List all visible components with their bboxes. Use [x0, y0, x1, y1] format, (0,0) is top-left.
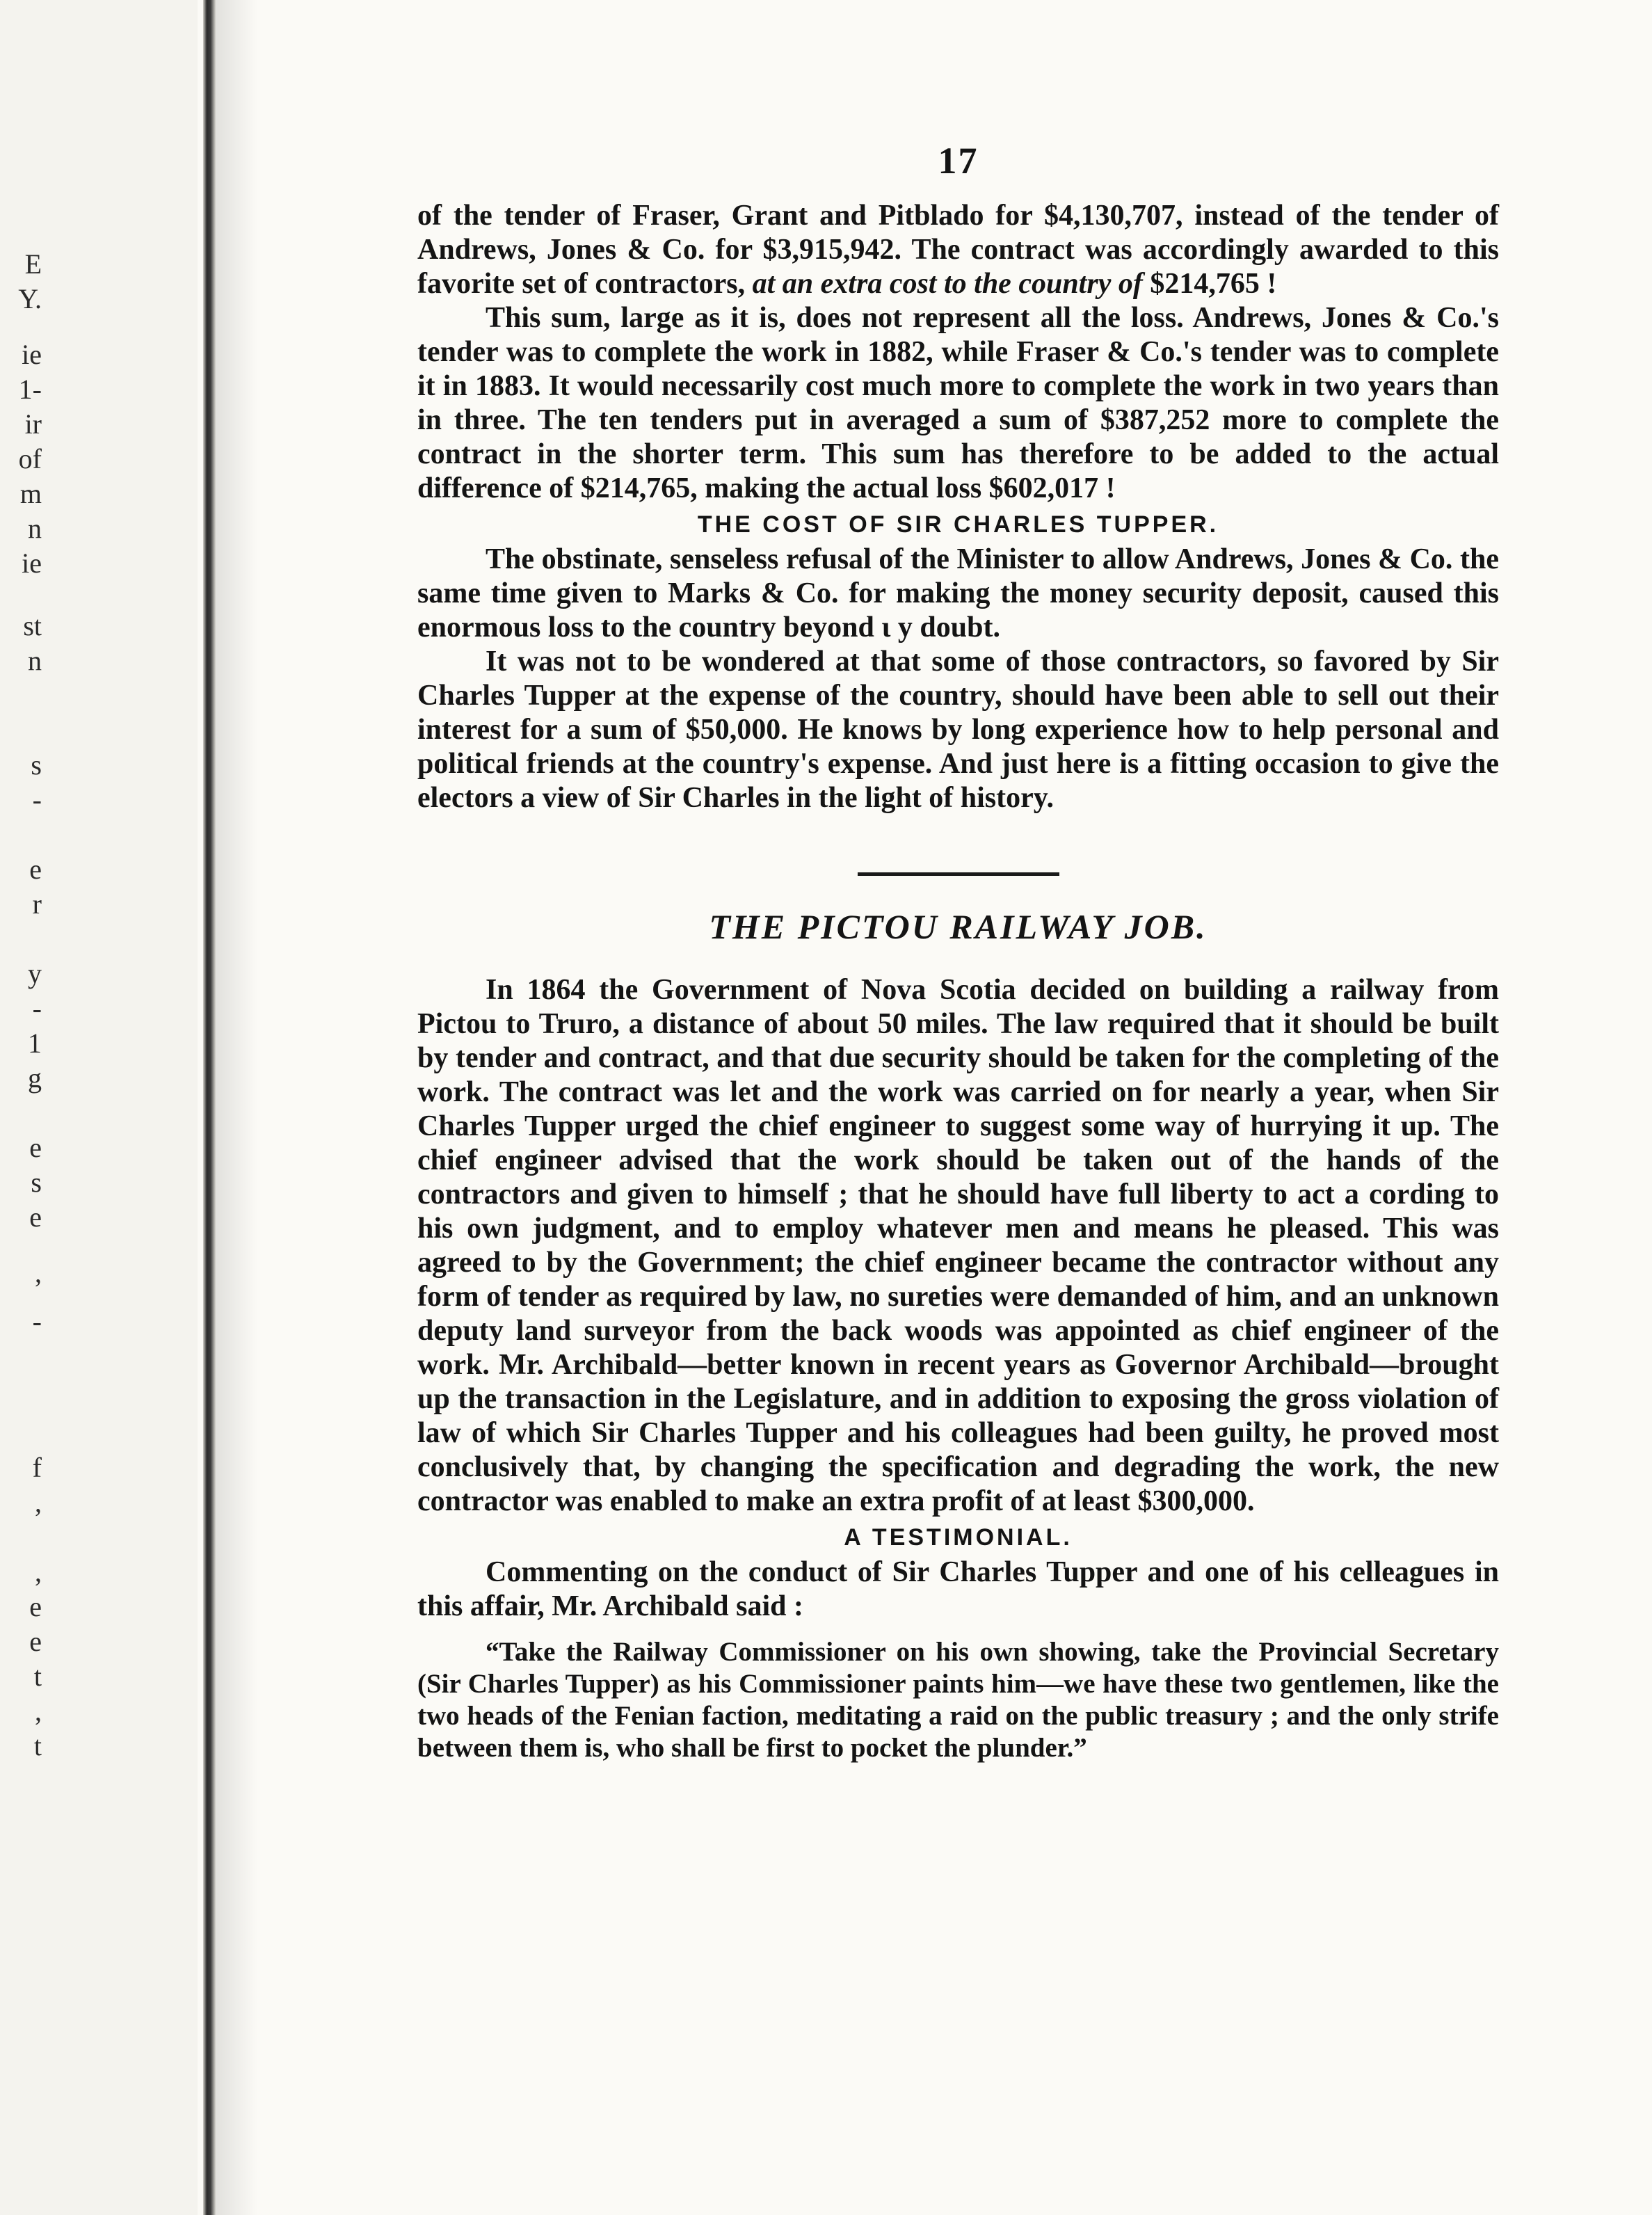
left-page-fragment: ie	[22, 547, 42, 579]
left-page-fragment: e	[29, 854, 42, 885]
left-page-fragment: s	[31, 1167, 42, 1198]
divider-rule	[858, 872, 1059, 876]
left-page-fragment: ,	[35, 1257, 42, 1288]
left-page-fragment: -	[32, 993, 42, 1024]
left-page-fragment: ,	[35, 1695, 42, 1727]
binding-shadow	[216, 0, 257, 2215]
left-page-fragment: 1-	[18, 374, 42, 405]
testimonial-heading: A TESTIMONIAL.	[844, 1524, 1073, 1551]
left-page-fragment: n	[28, 645, 42, 676]
left-page-fragment: ir	[24, 408, 42, 440]
pictou-paragraph: In 1864 the Government of Nova Scotia decided on building a railway from Pictou to Truro, a distance of about 50 miles. The law required that it should be built by tender and contract, and that due security should be taken for the completing of the work. The contract was let and the work was carried on for nearly a year, when Sir Charles Tupper urged the chief engineer to suggest some way of hurrying it up. The chief engineer advised that the work should be taken out of the hands of the contractors and given to himself ; that he should have full liberty to act a cording to his own judgment, and to employ whatever men and means he pleased. This was agreed to by the Government; the chief engineer became the contractor without any form of tender as required by law, no sureties were demanded of him, and an unknown deputy land surveyor from the back woods was appointed as chief engineer of the work. Mr. Archibald—better known in recent years as Governor Archibald—brought up the transaction in the Legislature, and in addition to exposing the gross violation of law of which Sir Charles Tupper and his colleagues had been guilty, he proved most conclusively that, by changing the specification and degrading the work, the new contractor was enabled to make an extra profit of at least $300,000.	[417, 974, 1499, 1517]
left-page-fragment: -	[32, 1306, 42, 1337]
left-page-fragment: r	[32, 888, 42, 920]
section-divider	[417, 865, 1499, 879]
left-page-fragment: f	[32, 1452, 42, 1483]
left-page-fragment: e	[29, 1132, 42, 1163]
cost-paragraph-1: The obstinate, senseless refusal of the Minister to allow Andrews, Jones & Co. the same time given to Marks & Co. for making the money security deposit, caused this enormous loss to the country beyond ι y doubt.	[417, 543, 1499, 643]
left-facing-page	[0, 0, 198, 2215]
left-page-fragment: of	[18, 443, 42, 474]
left-page-fragment: y	[28, 958, 42, 989]
left-page-fragment: Y.	[18, 283, 42, 314]
left-page-fragment: e	[29, 1626, 42, 1657]
document-page	[417, 139, 1499, 1764]
intro-text-a: of the tender of Fraser, Grant and Pitblado for $4,130,707, instead of the tender of Andrews, Jones & Co. for $3,915,942. The contract was accordingly awarded to this favorite set of contractors,	[417, 200, 1499, 300]
cost-section-heading: THE COST OF SIR CHARLES TUPPER.	[697, 511, 1219, 538]
left-page-fragment: e	[29, 1201, 42, 1233]
page-binding	[203, 0, 216, 2215]
cost-paragraph-2: It was not to be wondered at that some of those contractors, so favored by Sir Charles Tupper at the expense of the country, should have been able to sell out their interest for a sum of $50,000. He knows by long experience how to help personal and political friends at the country's expense. And just here is a fitting occasion to give the electors a view of Sir Charles in the light of history.	[417, 646, 1499, 814]
left-page-fragment: E	[24, 248, 42, 280]
left-page-fragment: t	[33, 1730, 42, 1761]
testimonial-quote: “Take the Railway Commissioner on his own showing, take the Provincial Secretary (Sir Charles Tupper) as his Commissioner paints him—we have these two gentlemen, like the two heads of the Fenian faction, meditating a raid on the public treasury ; and the only strife between them is, who shall be first to pocket the plunder.”	[417, 1637, 1499, 1763]
left-page-fragment: -	[32, 784, 42, 815]
intro-paragraph-1	[417, 199, 1499, 301]
left-page-fragment: g	[28, 1062, 42, 1094]
intro-text-b: $214,765 !	[1142, 268, 1277, 300]
left-page-fragment: st	[23, 610, 42, 641]
left-page-fragment: e	[29, 1591, 42, 1622]
left-page-fragment: t	[33, 1661, 42, 1692]
page-number: 17	[938, 140, 979, 182]
left-page-fragment: 1	[28, 1027, 42, 1059]
left-page-fragment: ,	[35, 1556, 42, 1588]
intro-italic-phrase: at an extra cost to the country of	[752, 268, 1143, 300]
testimonial-paragraph: Commenting on the conduct of Sir Charles Tupper and one of his celleagues in this affair, Mr. Archibald said :	[417, 1556, 1499, 1622]
pictou-title: THE PICTOU RAILWAY JOB.	[709, 907, 1208, 946]
left-page-fragment: ,	[35, 1487, 42, 1518]
left-page-fragment: n	[28, 513, 42, 544]
left-page-fragment: s	[31, 749, 42, 781]
left-page-fragment: m	[19, 478, 42, 509]
left-page-fragment: ie	[22, 339, 42, 370]
intro-paragraph-2: This sum, large as it is, does not represent all the loss. Andrews, Jones & Co.'s tender was to complete the work in 1882, while Fraser & Co.'s tender was to complete it in 1883. It would necessarily cost much more to complete the work in two years than in three. The ten tenders put in averaged a sum of $387,252 more to complete the contract in the shorter term. This sum has therefore to be added to the actual difference of $214,765, making the actual loss $602,017 !	[417, 302, 1499, 504]
